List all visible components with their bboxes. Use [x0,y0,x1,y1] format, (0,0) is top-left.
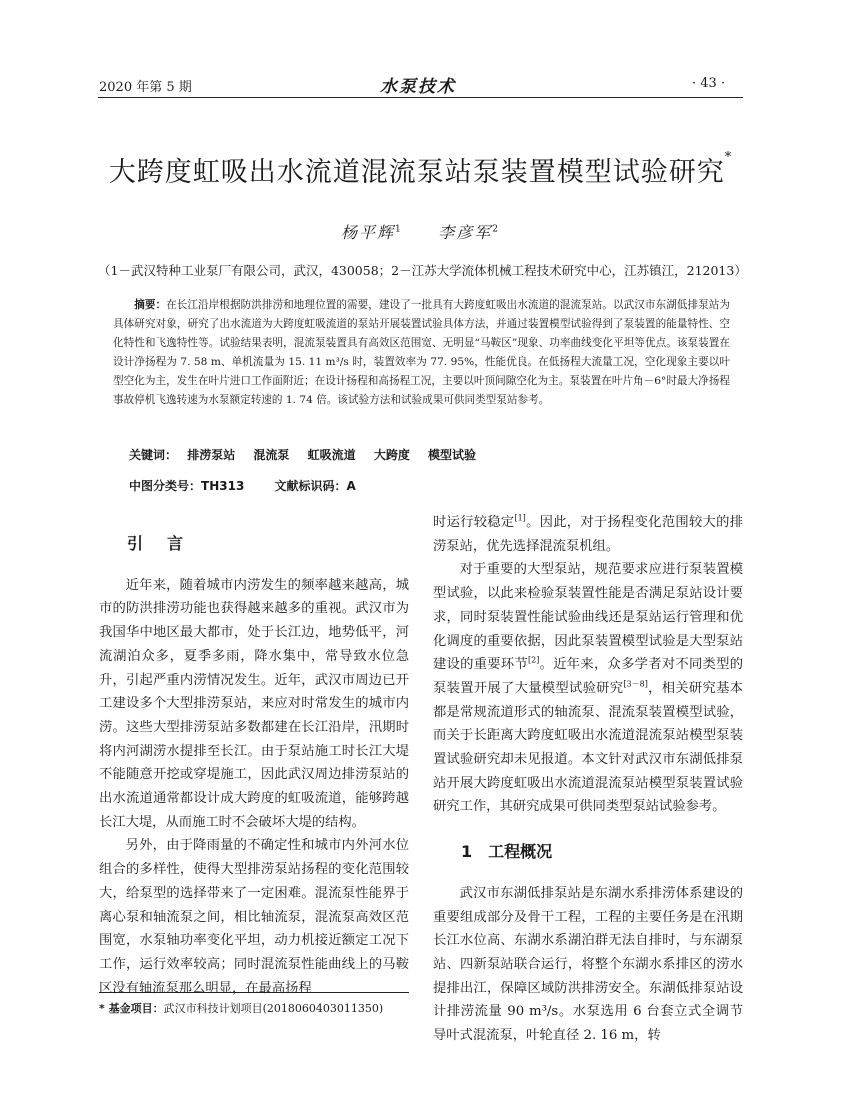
doc-code-label: 文献标识码： [274,479,347,493]
text-run: ，相关研究基本都是常规流道形式的轴流泵、混流泵装置模型试验，而关于长距离大跨度虹吸出水流道混流泵站模型泵装置试验研究却未见报道。本文针对武汉市东湖低排泵站开展大跨度虹吸出水流道混流泵站模型泵装置试验研究工作，其研究成果可供同类型泵站试验参考。 [433,680,744,815]
left-column [99,530,409,1000]
intro-paragraph: 另外，由于降雨量的不确定性和城市内外河水位组合的多样性，使得大型排涝泵站扬程的变化范围较大，给泵型的选择带来了一定困难。混流泵性能界于离心泵和轴流泵之间，相比轴流泵，混流泵高效区范围宽，水泵轴功率变化平坦，动力机接近额定工况下工作，运行效率较高；同时混流泵性能曲线上的马鞍区没有轴流泵那么明显，在最高扬程 [99,838,409,996]
citation: [1] [514,513,526,523]
keyword: 排涝泵站 [187,448,236,462]
doc-code-value: A [346,479,356,493]
header-issue: 2020 年第 5 期 [99,80,192,95]
footnote-rule [99,992,409,993]
authors [98,220,743,243]
footnote-label: * 基金项目： [99,1002,164,1015]
citation: [2] [528,655,540,665]
intro-paragraph [433,558,743,819]
text-run: 。近年来，众多学者对不同类型的泵装置开展了大量模型试验研究 [433,657,744,696]
intro-paragraph: 近年来，随着城市内涝发生的频率越来越高，城市的防洪排涝功能也获得越来越多的重视。武汉市为我国华中地区最大都市，处于长江边，地势低平，河流湖泊众多，夏季多雨，降水集中，常导致水位急升，引起严重内涝情况发生。近年，武汉市周边已开工建设多个大型排涝泵站，来应对时常发生的城市内涝。这些大型排涝泵站多数都建在长江沿岸，汛期时将内河湖涝水提排至长江。由于泵站施工时长江大堤不能随意开挖或穿堤施工，因此武汉周边排涝泵站的出水流道通常都设计成大跨度的虹吸流道，能够跨越长江大堤，从而施工时不会破坏大堤的结构。 [99,577,409,830]
abstract-text: 在长江沿岸根据防洪排涝和地理位置的需要，建设了一批具有大跨度虹吸出水流道的混流泵站。以武汉市东湖低排泵站为具体研究对象，研究了出水流道为大跨度虹吸流道的泵站开展装置试验具体方法，并通过装置模型试验得到了泵装置的能量特性、空化特性和飞逸特性等。试验结果表明，混流泵装置具有高效区范围宽、无明显“马鞍区”现象、功率曲线变化平坦等优点。该泵装置在设计净扬程为 7. 58 m、单机流量为 15. 11 m³/s 时，装置效率为 77. 95%，性能优良。在低扬程大流量工况，空化现象主要以叶型空化为主，发生在叶片进口工作面附近；在设计扬程和高扬程工况，主要以叶顶间隙空化为主。泵装置在叶片角－6°时最大净扬程事故停机飞逸转速为水泵额定转速的 1. 74 倍。该试验方法和试验成果可供同类型泵站参考。 [113,299,730,406]
clc-label: 中图分类号： [129,479,202,493]
keyword: 混流泵 [253,448,290,462]
author-name: 李彦军 [438,223,493,242]
section1-heading: 1 工程概况 [461,842,553,862]
header-journal-logo: 水泵技术 [380,77,456,97]
intro-heading: 引 言 [127,534,188,553]
footnote-text: 武汉市科技计划项目(2018060403011350) [163,1002,384,1015]
keyword: 虹吸流道 [307,448,356,462]
author-affiliation-mark: 1 [395,224,403,235]
header-rule [98,97,743,98]
section1-paragraph: 武汉市东湖低排泵站是东湖水系排涝体系建设的重要组成部分及骨干工程，工程的主要任务是在汛期长江水位高、东湖水系湖泊群无法自排时，与东湖泵站、四新泵站联合运行，将整个东湖水系排区的涝水提排出江，保障区域防洪排涝安全。东湖低排泵站设计排涝流量 90 m³/s。水泵选用 6 台套立式全调节导叶式混流泵，叶轮直径 2. 16 m，转 [433,885,743,1044]
affiliations: （1－武汉特种工业泵厂有限公司，武汉，430058；2－江苏大学流体机械工程技术研究中心，江苏镇江，212013） [98,263,747,278]
author-name: 杨平辉 [341,223,396,242]
author-affiliation-mark: 2 [492,224,500,235]
text-run: 时运行较稳定 [433,515,515,530]
paper-title [98,150,743,189]
clc-value: TH313 [201,479,245,493]
title-footnote-mark: * [724,150,733,165]
abstract [113,296,730,409]
footnote [99,1000,383,1016]
title-text: 大跨度虹吸出水流道混流泵站泵装置模型试验研究 [108,157,725,188]
keyword: 模型试验 [428,448,477,462]
text-run: 。因此，对于扬程变化范围较大的排涝泵站，优先选择混流泵机组。 [433,515,744,554]
abstract-label: 摘要： [134,299,167,311]
classification [129,477,356,494]
keywords-label: 关键词： [129,448,178,462]
right-column [433,511,743,1048]
citation: [3－8] [623,679,648,689]
intro-paragraph-continued [433,511,743,558]
keyword: 大跨度 [373,448,410,462]
keywords [129,446,490,463]
text-run: 对于重要的大型泵站，规范要求应进行泵装置模型试验，以此来检验泵装置性能是否满足泵站设计要求，同时泵装置性能试验曲线还是泵站运行管理和优化调度的重要依据，因此泵装置模型试验是大型泵站建设的重要环节 [433,562,743,673]
header-page-number: · 43 · [692,76,726,91]
